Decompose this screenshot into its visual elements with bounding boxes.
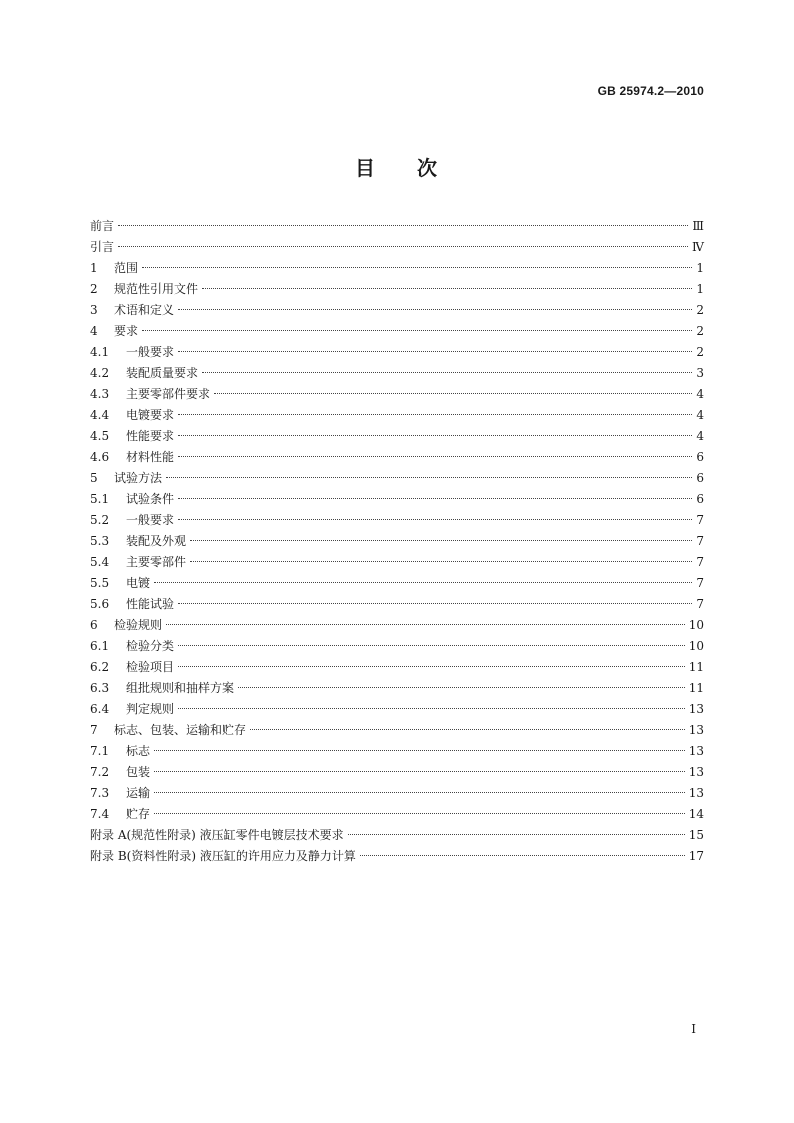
toc-entry-title: 包装 <box>126 765 151 779</box>
toc-entry[interactable] <box>90 741 704 762</box>
toc-entry[interactable] <box>90 384 704 405</box>
toc-entry-title: 一般要求 <box>126 513 175 527</box>
toc-entry-title: 装配及外观 <box>126 534 187 548</box>
toc-entry-title: 主要零部件 <box>126 555 187 569</box>
toc-entry[interactable] <box>90 342 704 363</box>
standard-code: GB 25974.2—2010 <box>597 84 704 98</box>
toc-leader-dots <box>154 582 692 583</box>
toc-leader-dots <box>154 750 685 751</box>
toc-entry-page: 11 <box>688 681 704 695</box>
page-title-char-2: 次 <box>417 156 439 180</box>
toc-entry-title: 规范性引用文件 <box>114 282 199 296</box>
toc-entry[interactable] <box>90 804 704 825</box>
toc-entry-page: 11 <box>688 660 704 674</box>
toc-leader-dots <box>190 540 692 541</box>
toc-entry-title: 检验规则 <box>114 618 163 632</box>
toc-entry-page: 7 <box>696 576 704 590</box>
toc-entry[interactable] <box>90 237 704 258</box>
toc-entry-label <box>90 258 138 279</box>
toc-entry-page: 7 <box>696 513 704 527</box>
toc-entry[interactable] <box>90 300 704 321</box>
toc-leader-dots <box>250 729 685 730</box>
toc-entry[interactable] <box>90 405 704 426</box>
toc-entry[interactable] <box>90 258 704 279</box>
toc-entry-label <box>90 594 174 615</box>
toc-entry-label <box>90 363 198 384</box>
toc-leader-dots <box>118 225 688 226</box>
toc-entry-number: 4.3 <box>90 387 110 401</box>
toc-entry-title: 试验方法 <box>114 471 163 485</box>
toc-leader-dots <box>348 834 685 835</box>
toc-entry-number: 1 <box>90 261 98 275</box>
toc-entry-page: 13 <box>688 744 704 758</box>
toc-entry-title: 检验项目 <box>126 660 175 674</box>
toc-entry[interactable] <box>90 783 704 804</box>
toc-leader-dots <box>178 456 692 457</box>
toc-entry-number: 4.1 <box>90 345 110 359</box>
toc-entry-label <box>90 741 150 762</box>
toc-leader-dots <box>178 603 692 604</box>
toc-leader-dots <box>118 246 688 247</box>
toc-entry[interactable] <box>90 636 704 657</box>
toc-entry-page: 14 <box>688 807 704 821</box>
toc-leader-dots <box>154 813 685 814</box>
toc-entry-title: 组批规则和抽样方案 <box>126 681 235 695</box>
toc-entry[interactable] <box>90 699 704 720</box>
toc-leader-dots <box>178 519 692 520</box>
toc-entry-title: 装配质量要求 <box>126 366 199 380</box>
toc-leader-dots <box>178 414 692 415</box>
toc-entry-title: 术语和定义 <box>114 303 175 317</box>
toc-entry-label <box>90 783 150 804</box>
toc-entry-number: 4.6 <box>90 450 110 464</box>
toc-entry-page: 4 <box>696 429 704 443</box>
toc-entry[interactable] <box>90 846 704 867</box>
toc-entry-number: 4.4 <box>90 408 110 422</box>
toc-entry-label <box>90 342 174 363</box>
toc-entry-title: 判定规则 <box>126 702 175 716</box>
toc-entry-label <box>90 384 210 405</box>
toc-entry-title: 材料性能 <box>126 450 175 464</box>
toc-entry-title: 前言 <box>90 219 115 233</box>
toc-entry-page: 7 <box>696 534 704 548</box>
toc-entry[interactable] <box>90 510 704 531</box>
toc-entry-number: 5.3 <box>90 534 110 548</box>
toc-entry-number: 2 <box>90 282 98 296</box>
toc-entry-title: (规范性附录) 液压缸零件电镀层技术要求 <box>126 828 344 842</box>
toc-entry-page: Ⅲ <box>692 219 704 233</box>
toc-entry-number: 附录 B <box>90 849 127 863</box>
toc-entry-page: 3 <box>696 366 704 380</box>
toc-entry-title: 电镀要求 <box>126 408 175 422</box>
toc-entry-number: 7.1 <box>90 744 110 758</box>
toc-entry[interactable] <box>90 426 704 447</box>
toc-entry-title: 范围 <box>114 261 139 275</box>
toc-entry-page: 4 <box>696 408 704 422</box>
toc-leader-dots <box>154 792 685 793</box>
toc-leader-dots <box>214 393 692 394</box>
toc-entry-label <box>90 300 174 321</box>
toc-entry-page: 13 <box>688 723 704 737</box>
toc-entry-page: 2 <box>696 303 704 317</box>
toc-entry-label <box>90 657 174 678</box>
toc-leader-dots <box>178 708 685 709</box>
toc-entry-number: 4 <box>90 324 98 338</box>
toc-leader-dots <box>142 330 692 331</box>
toc-entry-page: 17 <box>688 849 704 863</box>
toc-entry-title: 贮存 <box>126 807 151 821</box>
toc-entry-label <box>90 615 162 636</box>
toc-entry-title: 性能要求 <box>126 429 175 443</box>
toc-leader-dots <box>142 267 692 268</box>
toc-entry[interactable] <box>90 552 704 573</box>
toc-entry[interactable] <box>90 216 704 237</box>
toc-entry-label <box>90 468 162 489</box>
toc-entry[interactable] <box>90 825 704 846</box>
toc-entry[interactable] <box>90 762 704 783</box>
toc-entry-title: 电镀 <box>126 576 151 590</box>
toc-entry-label <box>90 510 174 531</box>
toc-entry[interactable] <box>90 594 704 615</box>
toc-leader-dots <box>178 351 692 352</box>
toc-entry-title: 主要零部件要求 <box>126 387 211 401</box>
toc-entry-number: 6.3 <box>90 681 110 695</box>
toc-entry-number: 4.5 <box>90 429 110 443</box>
toc-entry-label <box>90 426 174 447</box>
toc-entry-number: 7.4 <box>90 807 110 821</box>
toc-entry[interactable] <box>90 531 704 552</box>
toc-entry-label <box>90 573 150 594</box>
toc-entry-label <box>90 237 114 258</box>
toc-entry-label <box>90 636 174 657</box>
toc-entry-number: 5.4 <box>90 555 110 569</box>
toc-entry-title: 一般要求 <box>126 345 175 359</box>
toc-entry[interactable] <box>90 678 704 699</box>
toc-entry-title: 性能试验 <box>126 597 175 611</box>
toc-entry-number: 7 <box>90 723 98 737</box>
toc-entry-page: 13 <box>688 702 704 716</box>
toc-leader-dots <box>202 288 692 289</box>
toc-entry-title: 标志、包装、运输和贮存 <box>114 723 247 737</box>
toc-entry[interactable] <box>90 720 704 741</box>
toc-entry-label <box>90 720 246 741</box>
toc-entry-title: 检验分类 <box>126 639 175 653</box>
toc-entry[interactable] <box>90 468 704 489</box>
toc-entry-number: 5.6 <box>90 597 110 611</box>
toc-entry-page: 1 <box>696 261 704 275</box>
toc-leader-dots <box>178 666 685 667</box>
toc-entry[interactable] <box>90 447 704 468</box>
toc-entry-page: 10 <box>688 639 704 653</box>
toc-entry-label <box>90 678 234 699</box>
toc-entry[interactable] <box>90 657 704 678</box>
toc-entry-title: 要求 <box>114 324 139 338</box>
toc-entry-number: 5.2 <box>90 513 110 527</box>
toc-entry-number: 5.1 <box>90 492 110 506</box>
toc-leader-dots <box>202 372 692 373</box>
toc-entry-page: 10 <box>688 618 704 632</box>
toc-leader-dots <box>178 309 692 310</box>
toc-entry-title: (资料性附录) 液压缸的许用应力及静力计算 <box>126 849 356 863</box>
toc-entry[interactable] <box>90 363 704 384</box>
toc-entry-number: 5.5 <box>90 576 110 590</box>
toc-entry-page: 2 <box>696 345 704 359</box>
toc-entry-number: 6.2 <box>90 660 110 674</box>
toc-entry-number: 4.2 <box>90 366 110 380</box>
toc-entry-title: 引言 <box>90 240 115 254</box>
toc-entry-number: 6 <box>90 618 98 632</box>
toc-entry-number: 5 <box>90 471 98 485</box>
toc-entry-page: 2 <box>696 324 704 338</box>
toc-entry-label <box>90 825 344 846</box>
toc-entry-label <box>90 321 138 342</box>
toc-entry[interactable] <box>90 321 704 342</box>
toc-entry-label <box>90 216 114 237</box>
toc-entry-title: 试验条件 <box>126 492 175 506</box>
toc-entry[interactable] <box>90 279 704 300</box>
toc-entry[interactable] <box>90 573 704 594</box>
page-number: I <box>691 1022 696 1036</box>
toc-entry[interactable] <box>90 489 704 510</box>
toc-entry-label <box>90 279 198 300</box>
toc-entry-page: 7 <box>696 597 704 611</box>
toc-leader-dots <box>166 477 692 478</box>
toc-entry-page: 4 <box>696 387 704 401</box>
toc-entry-number: 6.1 <box>90 639 110 653</box>
toc-entry-label <box>90 405 174 426</box>
toc-entry-page: Ⅳ <box>692 240 704 254</box>
toc-entry-number: 3 <box>90 303 98 317</box>
toc-entry-number: 附录 A <box>90 828 127 842</box>
toc-entry-title: 运输 <box>126 786 151 800</box>
toc-entry-label <box>90 699 174 720</box>
toc-leader-dots <box>154 771 685 772</box>
toc-entry-label <box>90 762 150 783</box>
page-title <box>0 152 794 181</box>
toc-entry-label <box>90 804 150 825</box>
toc-entry-label <box>90 489 174 510</box>
toc-entry-page: 6 <box>696 471 704 485</box>
toc-entry-page: 7 <box>696 555 704 569</box>
toc-entry-page: 15 <box>688 828 704 842</box>
toc-leader-dots <box>178 435 692 436</box>
toc-entry-label <box>90 846 356 867</box>
toc-leader-dots <box>178 498 692 499</box>
toc-entry-number: 6.4 <box>90 702 110 716</box>
toc-leader-dots <box>360 855 685 856</box>
toc-entry-page: 13 <box>688 765 704 779</box>
toc-entry-number: 7.3 <box>90 786 110 800</box>
toc-entry-label <box>90 552 186 573</box>
toc-leader-dots <box>238 687 685 688</box>
toc-leader-dots <box>190 561 692 562</box>
toc-entry-label <box>90 447 174 468</box>
table-of-contents <box>90 216 704 867</box>
toc-leader-dots <box>178 645 685 646</box>
toc-entry-title: 标志 <box>126 744 151 758</box>
toc-leader-dots <box>166 624 685 625</box>
toc-entry-page: 13 <box>688 786 704 800</box>
page-title-char-1: 目 <box>355 156 377 180</box>
toc-entry[interactable] <box>90 615 704 636</box>
toc-entry-label <box>90 531 186 552</box>
toc-entry-number: 7.2 <box>90 765 110 779</box>
toc-entry-page: 6 <box>696 492 704 506</box>
toc-entry-page: 1 <box>696 282 704 296</box>
toc-entry-page: 6 <box>696 450 704 464</box>
